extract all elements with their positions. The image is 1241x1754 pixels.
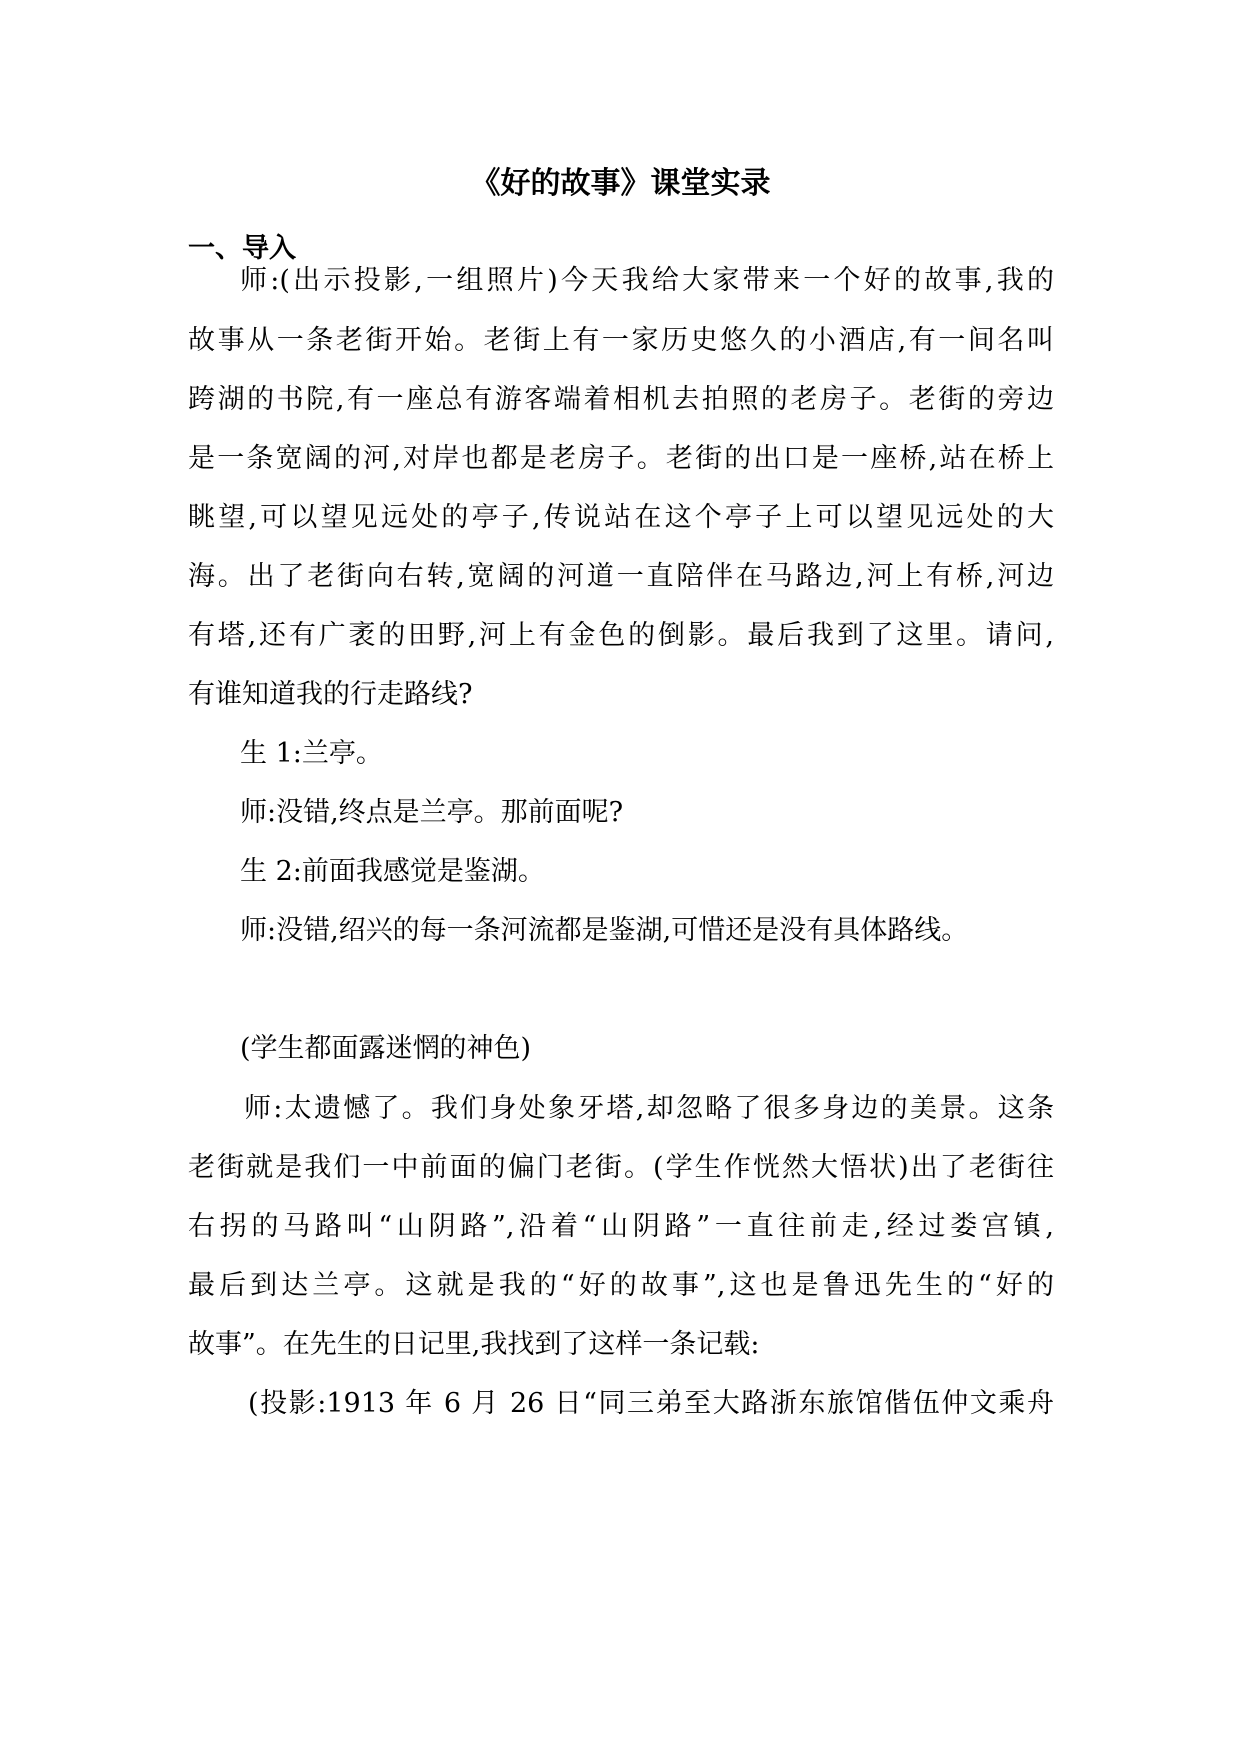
dialogue-line: 师:没错,终点是兰亭。那前面呢? bbox=[240, 797, 624, 828]
paragraph-line: 老街就是我们一中前面的偏门老街。(学生作恍然大悟状)出了老街往 bbox=[188, 1152, 1054, 1183]
dialogue-line: 生 1:兰亭。 bbox=[240, 738, 383, 769]
paragraph-line: 有谁知道我的行走路线? bbox=[188, 679, 473, 710]
paragraph-line: 是一条宽阔的河,对岸也都是老房子。老街的出口是一座桥,站在桥上 bbox=[188, 443, 1054, 474]
paragraph-line: 有塔,还有广袤的田野,河上有金色的倒影。最后我到了这里。请问, bbox=[188, 620, 1054, 651]
paragraph-line: 故事”。在先生的日记里,我找到了这样一条记载: bbox=[188, 1329, 760, 1360]
paragraph-line: 故事从一条老街开始。老街上有一家历史悠久的小酒店,有一间名叫 bbox=[188, 325, 1054, 356]
paragraph-line: 师:太遗憾了。我们身处象牙塔,却忽略了很多身边的美景。这条 bbox=[244, 1093, 1054, 1124]
paragraph-line: 跨湖的书院,有一座总有游客端着相机去拍照的老房子。老街的旁边 bbox=[188, 384, 1054, 415]
dialogue-line: 师:没错,绍兴的每一条河流都是鉴湖,可惜还是没有具体路线。 bbox=[240, 915, 969, 946]
section-heading: 一、导入 bbox=[188, 233, 296, 264]
paragraph-line: 师:(出示投影,一组照片)今天我给大家带来一个好的故事,我的 bbox=[240, 265, 1054, 296]
paragraph-line: 右拐的马路叫“山阴路”,沿着“山阴路”一直往前走,经过娄宫镇, bbox=[188, 1211, 1054, 1242]
paragraph-line: 最后到达兰亭。这就是我的“好的故事”,这也是鲁迅先生的“好的 bbox=[188, 1270, 1054, 1301]
dialogue-line: 生 2:前面我感觉是鉴湖。 bbox=[240, 856, 545, 887]
stage-direction-line: (学生都面露迷惘的神色) bbox=[240, 1033, 532, 1064]
paragraph-line: 海。出了老街向右转,宽阔的河道一直陪伴在马路边,河上有桥,河边 bbox=[188, 561, 1054, 592]
paragraph-line: (投影:1913 年 6 月 26 日“同三弟至大路浙东旅馆偕伍仲文乘舟 bbox=[248, 1388, 1054, 1419]
paragraph-line: 眺望,可以望见远处的亭子,传说站在这个亭子上可以望见远处的大 bbox=[188, 502, 1054, 533]
document-title: 《好的故事》课堂实录 bbox=[470, 166, 771, 201]
